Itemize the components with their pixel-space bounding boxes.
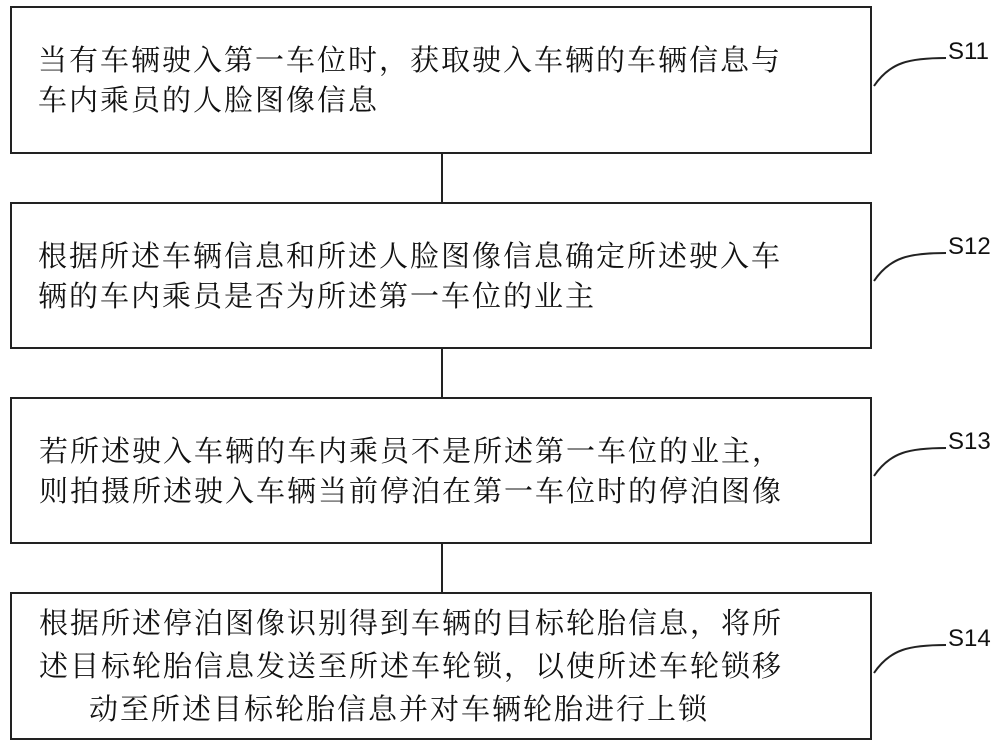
- step-s11-line-1: 当有车辆驶入第一车位时，获取驶入车辆的车辆信息与: [38, 43, 783, 77]
- step-s12-line-1: 根据所述车辆信息和所述人脸图像信息确定所述驶入车: [38, 238, 783, 273]
- step-text-s12: [12, 236, 870, 316]
- step-s14-line-1: 根据所述停泊图像识别得到车辆的目标轮胎信息，将所: [39, 605, 784, 640]
- step-label-s12: S12: [948, 233, 991, 260]
- leader-s12: [874, 253, 946, 281]
- connector-s11-s12: [441, 154, 443, 202]
- leader-s13: [874, 448, 946, 476]
- step-box-s11: [10, 6, 872, 154]
- leader-s11: [874, 58, 946, 86]
- step-text-s11: [12, 40, 870, 120]
- step-box-s12: [10, 202, 872, 349]
- connector-s12-s13: [441, 349, 443, 397]
- step-s14-line-3: 动至所述目标轮胎信息并对车辆轮胎进行上锁: [89, 691, 710, 726]
- step-s13-line-2: 则拍摄所述驶入车辆当前停泊在第一车位时的停泊图像: [39, 473, 784, 508]
- step-s14-line-2: 述目标轮胎信息发送至所述车轮锁，以使所述车轮锁移: [39, 648, 784, 683]
- step-text-s14: [12, 602, 870, 731]
- step-s13-line-1: 若所述驶入车辆的车内乘员不是所述第一车位的业主，: [39, 433, 784, 468]
- step-s11-line-2: 车内乘员的人脸图像信息: [38, 83, 380, 117]
- step-label-s14: S14: [948, 625, 991, 652]
- leader-s14: [874, 645, 946, 673]
- step-label-s11: S11: [948, 38, 989, 65]
- step-box-s13: [10, 397, 872, 544]
- step-s12-line-2: 辆的车内乘员是否为所述第一车位的业主: [38, 278, 597, 313]
- step-text-s13: [12, 431, 870, 511]
- step-label-s13: S13: [948, 428, 991, 455]
- step-box-s14: [10, 592, 872, 740]
- connector-s13-s14: [441, 544, 443, 592]
